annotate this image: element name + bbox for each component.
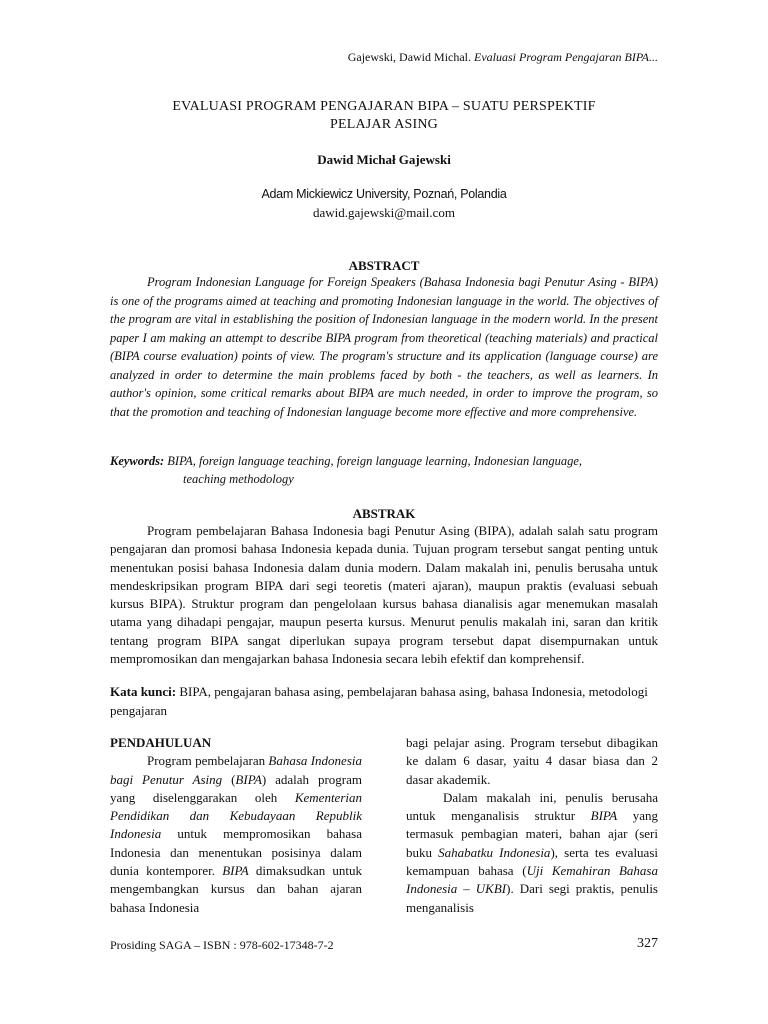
- running-head-title: Evaluasi Program Pengajaran BIPA...: [474, 50, 658, 64]
- paper-title-line2: PELAJAR ASING: [329, 117, 438, 132]
- kata-kunci-label: Kata kunci:: [110, 684, 177, 699]
- section-heading-pendahuluan: PENDAHULUAN: [110, 735, 212, 750]
- intro-paragraph-1: Program pembelajaran Bahasa Indonesia bagi Penutur Asing (BIPA) adalah program yang diselenggarakan oleh Kementerian Pendidikan dan Kebudayaan Republik Indonesia untuk mempromosikan bahasa Indonesia dan menentukan posisinya dalam dunia kontemporer. BIPA dimaksudkan untuk mengembangkan kursus dan bahan ajaran bahasa Indonesia: [110, 753, 363, 915]
- abstract-text: Program Indonesian Language for Foreign Speakers (Bahasa Indonesia bagi Penutur Asing - BIPA) is one of the programs aimed at teaching and promoting Indonesian language in the world. The objectives of the program are vital in establishing the position of Indonesian language in the modern world. In the present paper I am making an attempt to describe BIPA program from theoretical (teaching materials) and practical (BIPA course evaluation) points of view. The program's structure and its application (language course) are analyzed in order to determine the main problems faced by both - the teachers, as well as learners. In author's opinion, some critical remarks about BIPA are much needed, in order to improve the program, so that the promotion and teaching of Indonesian language become more effective and more comprehensive.: [110, 275, 658, 419]
- kata-kunci-text: BIPA, pengajaran bahasa asing, pembelajaran bahasa asing, bahasa Indonesia, metodologi pengajaran: [110, 684, 648, 718]
- intro-paragraph-1-continued: bagi pelajar asing. Program tersebut dibagikan ke dalam 6 dasar, yaitu 4 dasar biasa dan 2 dasar akademik.: [406, 735, 658, 787]
- paper-title-line1: EVALUASI PROGRAM PENGAJARAN BIPA – SUATU PERSPEKTIF: [172, 99, 596, 114]
- keywords-text-line1: BIPA, foreign language teaching, foreign language learning, Indonesian language,: [167, 454, 583, 468]
- abstract-heading: ABSTRACT: [348, 258, 420, 273]
- paper-title: [110, 98, 658, 134]
- abstrak-text: Program pembelajaran Bahasa Indonesia bagi Penutur Asing (BIPA), adalah salah satu program pengajaran dan promosi bahasa Indonesia kepada dunia. Tujuan program tersebut sangat penting untuk menentukan posisi bahasa Indonesia dalam dunia modern. Dalam makalah ini, penulis berusaha untuk mendeskripsikan program BIPA dari segi teoretis (materi ajaran), maupun praktis (evaluasi sebuah kursus BIPA). Struktur program dan pengelolaan kursus bahasa dianalisis agar menemukan masalah utama yang dihadapi pengajar, maupun peserta kursus. Menurut penulis makalah ini, saran dan kritik tentang program BIPA sangat diperlukan supaya program tersebut dapat disempurnakan untuk mempromosikan dan mengajarkan bahasa Indonesia secara lebih efektif dan komprehensif.: [110, 523, 658, 667]
- author-name: Dawid Michał Gajewski: [317, 152, 451, 167]
- abstrak-heading: ABSTRAK: [352, 506, 416, 521]
- abstract-keywords: [110, 452, 658, 488]
- body-column-left: [110, 734, 362, 917]
- author-email: dawid.gajewski@mail.com: [313, 205, 455, 220]
- body-column-right: [406, 734, 658, 917]
- keywords-text-line2: teaching methodology: [183, 472, 294, 486]
- abstrak-keywords: [110, 682, 658, 720]
- footer-proceedings: Prosiding SAGA – ISBN : 978-602-17348-7-2: [110, 938, 334, 952]
- author-affiliation: Adam Mickiewicz University, Poznań, Polandia: [261, 187, 507, 201]
- page-number: 327: [637, 936, 658, 951]
- running-head-author: Gajewski, Dawid Michal.: [347, 50, 472, 64]
- keywords-label: Keywords:: [110, 454, 165, 468]
- intro-paragraph-2: Dalam makalah ini, penulis berusaha untuk menganalisis struktur BIPA yang termasuk pembagian materi, bahan ajar (seri buku Sahabatku Indonesia), serta tes evaluasi kemampuan bahasa (Uji Kemahiran Bahasa Indonesia – UKBI). Dari segi praktis, penulis menganalisis: [406, 789, 659, 915]
- running-head: [348, 50, 658, 64]
